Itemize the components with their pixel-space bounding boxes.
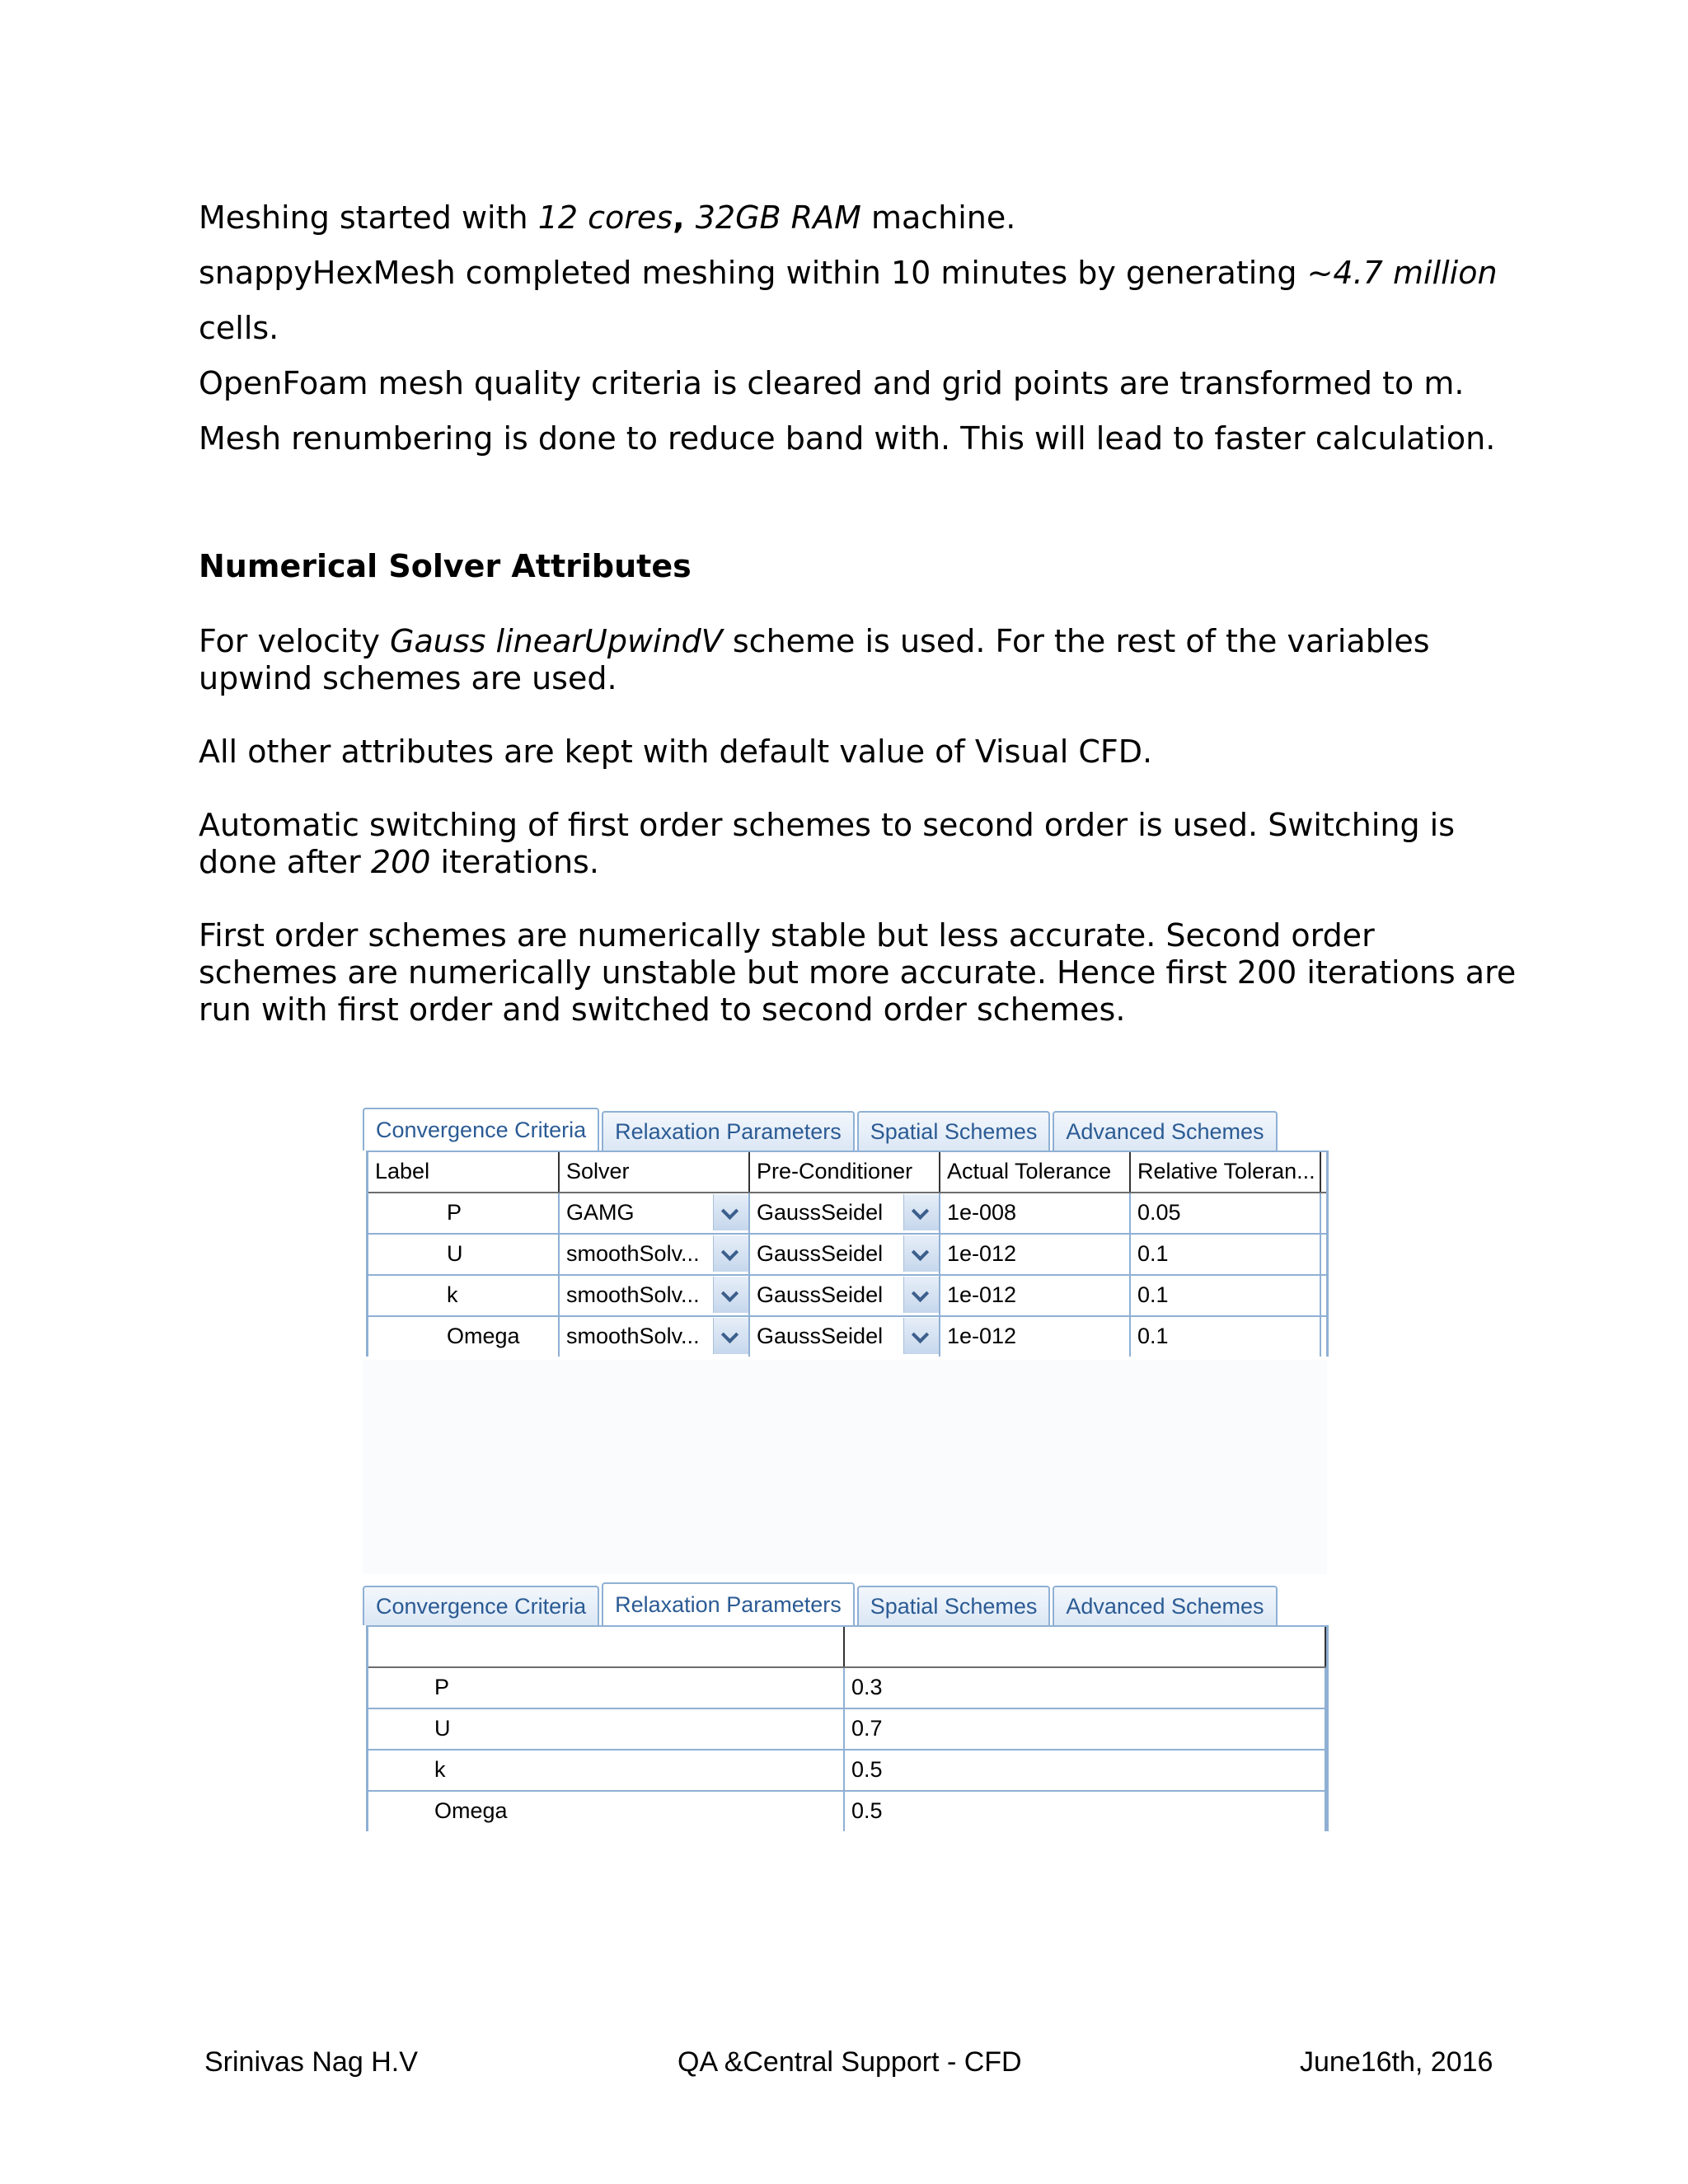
solver-select[interactable]: smoothSolv... — [560, 1276, 750, 1315]
defaults-paragraph: All other attributes are kept with default value of Visual CFD. — [199, 733, 1153, 770]
mesh-cells-line: snappyHexMesh completed meshing within 10 minutes by generating ~4.7 million — [199, 255, 1498, 291]
solver-select[interactable]: GAMG — [560, 1193, 750, 1233]
relaxation-table — [366, 1625, 1329, 1831]
header-actual-tolerance[interactable]: Actual Tolerance — [940, 1152, 1131, 1192]
header-label[interactable]: Label — [368, 1152, 560, 1192]
solver-select[interactable]: smoothSolv... — [560, 1317, 750, 1357]
row-label: Omega — [368, 1792, 845, 1831]
chevron-down-icon[interactable] — [713, 1318, 748, 1354]
convergence-panel — [363, 1108, 1329, 1359]
header-solver[interactable]: Solver — [560, 1152, 750, 1192]
chevron-down-icon[interactable] — [903, 1194, 939, 1230]
mesh-machine-line: Meshing started with 12 cores, 32GB RAM machine. — [199, 199, 1016, 236]
switching-paragraph: Automatic switching of first order schemes to second order is used. Switching is done after 200 iterations. — [199, 807, 1456, 880]
actual-tolerance-cell[interactable]: 1e-008 — [940, 1193, 1131, 1233]
relaxation-value-cell[interactable]: 0.7 — [845, 1709, 1326, 1749]
preconditioner-select[interactable]: GaussSeidel — [750, 1235, 940, 1274]
relative-tolerance-cell[interactable]: 0.1 — [1131, 1235, 1321, 1274]
solver-select[interactable]: smoothSolv... — [560, 1235, 750, 1274]
row-label: U — [368, 1235, 560, 1274]
velocity-scheme-paragraph: For velocity Gauss linearUpwindV scheme is used. For the rest of the variables upwind schemes are used. — [199, 623, 1430, 696]
table-header — [368, 1151, 1326, 1193]
mesh-renumbering-line: Mesh renumbering is done to reduce band with. This will lead to faster calculation. — [199, 420, 1496, 457]
table-header — [368, 1625, 1326, 1668]
actual-tolerance-cell[interactable]: 1e-012 — [940, 1235, 1131, 1274]
preconditioner-select[interactable]: GaussSeidel — [750, 1317, 940, 1357]
table-row — [368, 1276, 1326, 1317]
table-row — [368, 1235, 1326, 1276]
relaxation-value-cell[interactable]: 0.5 — [845, 1750, 1326, 1790]
tab-advanced-schemes[interactable]: Advanced Schemes — [1053, 1586, 1277, 1625]
preconditioner-select[interactable]: GaussSeidel — [750, 1193, 940, 1233]
tab-spatial-schemes[interactable]: Spatial Schemes — [857, 1586, 1051, 1625]
header-value[interactable] — [845, 1627, 1326, 1666]
table-row — [368, 1317, 1326, 1357]
header-relative-tolerance[interactable]: Relative Toleran... — [1131, 1152, 1321, 1192]
row-label: Omega — [368, 1317, 560, 1357]
row-label: k — [368, 1276, 560, 1315]
tab-bar — [363, 1582, 1280, 1625]
row-label: P — [368, 1193, 560, 1233]
relative-tolerance-cell[interactable]: 0.05 — [1131, 1193, 1321, 1233]
mesh-cells-line-cont: cells. — [199, 310, 279, 346]
stability-paragraph: First order schemes are numerically stable but less accurate. Second order schemes are numerically unstable but more accurate. Hence first 200 iterations are run with first order and switched to second order schemes. — [199, 917, 1517, 1028]
chevron-down-icon[interactable] — [713, 1194, 748, 1230]
table-row — [368, 1193, 1326, 1235]
table-row — [368, 1709, 1326, 1750]
section-heading: Numerical Solver Attributes — [199, 548, 692, 584]
actual-tolerance-cell[interactable]: 1e-012 — [940, 1317, 1131, 1357]
relaxation-panel — [363, 1582, 1329, 1834]
row-label: P — [368, 1668, 845, 1708]
table-row — [368, 1750, 1326, 1792]
header-variable[interactable] — [368, 1627, 845, 1666]
relaxation-value-cell[interactable]: 0.3 — [845, 1668, 1326, 1708]
relaxation-value-cell[interactable]: 0.5 — [845, 1792, 1326, 1831]
chevron-down-icon[interactable] — [903, 1277, 939, 1313]
mesh-quality-line: OpenFoam mesh quality criteria is cleared and grid points are transformed to m. — [199, 365, 1465, 401]
chevron-down-icon[interactable] — [713, 1277, 748, 1313]
tab-advanced-schemes[interactable]: Advanced Schemes — [1053, 1111, 1277, 1151]
tab-convergence-criteria[interactable]: Convergence Criteria — [363, 1586, 599, 1625]
footer-author: Srinivas Nag H.V — [204, 2046, 418, 2078]
chevron-down-icon[interactable] — [903, 1235, 939, 1272]
preconditioner-select[interactable]: GaussSeidel — [750, 1276, 940, 1315]
table-row — [368, 1792, 1326, 1831]
tab-relaxation-parameters[interactable]: Relaxation Parameters — [602, 1582, 855, 1625]
relative-tolerance-cell[interactable]: 0.1 — [1131, 1276, 1321, 1315]
relative-tolerance-cell[interactable]: 0.1 — [1131, 1317, 1321, 1357]
table-row — [368, 1668, 1326, 1709]
footer-department: QA &Central Support - CFD — [678, 2046, 1022, 2078]
tab-convergence-criteria[interactable]: Convergence Criteria — [363, 1108, 599, 1151]
tab-spatial-schemes[interactable]: Spatial Schemes — [857, 1111, 1051, 1151]
row-label: k — [368, 1750, 845, 1790]
chevron-down-icon[interactable] — [713, 1235, 748, 1272]
header-pre-conditioner[interactable]: Pre-Conditioner — [750, 1152, 940, 1192]
footer-date: June16th, 2016 — [1300, 2046, 1493, 2078]
tab-bar — [363, 1108, 1280, 1151]
row-label: U — [368, 1709, 845, 1749]
chevron-down-icon[interactable] — [903, 1318, 939, 1354]
screenshot-background — [363, 1360, 1327, 1574]
actual-tolerance-cell[interactable]: 1e-012 — [940, 1276, 1131, 1315]
tab-relaxation-parameters[interactable]: Relaxation Parameters — [602, 1111, 855, 1151]
convergence-table — [366, 1151, 1329, 1357]
